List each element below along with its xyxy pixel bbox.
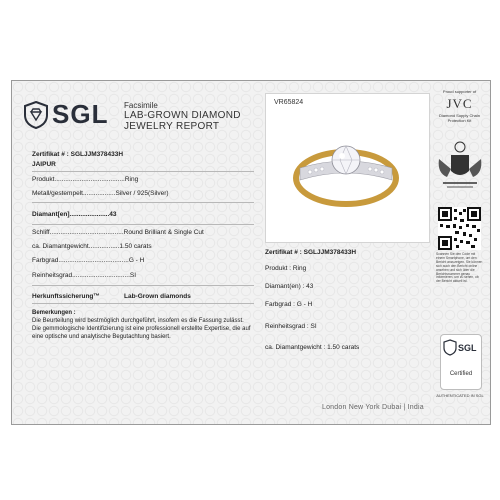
sgl-logo bbox=[24, 99, 108, 130]
detail-row-produkt bbox=[32, 176, 138, 183]
detail-label: ca. Diamantgewicht................. bbox=[32, 243, 120, 250]
coat-of-arms-icon bbox=[433, 139, 487, 199]
detail-value: SI bbox=[129, 272, 137, 279]
detail-row-reinheit bbox=[32, 272, 136, 279]
qr-instructions: Scannen Sie den Code mit einem Smartphone, um den Bericht anzuzeigen. Sie können sich auch den Bericht online ansehen und sich über die Berichtsnummer genau informieren, um zu sehen, ob der Bericht aktuell ist. bbox=[436, 252, 483, 284]
detail-row-farbgrad bbox=[32, 257, 144, 264]
remarks bbox=[32, 309, 260, 341]
divider bbox=[32, 303, 254, 304]
divider bbox=[32, 202, 254, 203]
right-reinheit: Reinheitsgrad : SI bbox=[265, 323, 317, 330]
right-cert-number: Zertifikat # : SGLJJM378433H bbox=[265, 249, 357, 256]
remarks-title: Bemerkungen : bbox=[32, 310, 76, 316]
detail-value: G - H bbox=[128, 257, 145, 264]
divider bbox=[32, 285, 254, 286]
report-title bbox=[124, 101, 241, 132]
report-title-line1: LAB-GROWN DIAMOND bbox=[124, 110, 241, 121]
divider bbox=[32, 171, 254, 172]
right-produkt: Produkt : Ring bbox=[265, 265, 307, 272]
detail-label: Reinheitsgrad................................ bbox=[32, 272, 130, 279]
right-diamant: Diamant(en) : 43 bbox=[265, 283, 314, 290]
detail-label: Produkt....................................... bbox=[32, 176, 125, 183]
remarks-paragraph-1: Die Beurteilung wird bestmöglich durchgeführt, insofern es die Fassung zulässt. bbox=[32, 318, 244, 324]
detail-label: Farbgrad....................................... bbox=[32, 257, 129, 264]
authenticated-label: AUTHENTICATED IN SGL bbox=[436, 393, 484, 398]
detail-value: 43 bbox=[109, 211, 117, 218]
supporter-label: Proud supporter of bbox=[442, 89, 477, 94]
detail-row-diamant bbox=[32, 211, 117, 218]
detail-label: Metall/gestempelt.................. bbox=[32, 190, 116, 197]
facsimile-label: Facsimile bbox=[124, 101, 158, 110]
detail-row-gewicht bbox=[32, 243, 152, 250]
certificate-card bbox=[11, 80, 491, 425]
detail-value: 1.50 carats bbox=[119, 243, 152, 250]
divider bbox=[32, 224, 254, 225]
right-farbgrad: Farbgrad : G - H bbox=[265, 301, 313, 308]
locations-footer: London New York Dubai | India bbox=[322, 404, 424, 411]
jvc-logo: JVC bbox=[446, 96, 473, 111]
detail-value: Silver / 925(Silver) bbox=[115, 190, 169, 197]
badge-certified: Certified bbox=[449, 371, 473, 377]
detail-value: Round Brilliant & Single Cut bbox=[123, 229, 204, 236]
origin-label: Herkunftssicherung™ bbox=[32, 293, 100, 300]
right-gewicht: ca. Diamantgewicht : 1.50 carats bbox=[265, 344, 360, 351]
photo-id: VR65824 bbox=[274, 99, 304, 106]
detail-label: Schliff......................................... bbox=[32, 229, 124, 236]
detail-value: Ring bbox=[124, 176, 139, 183]
ring-photo-frame bbox=[265, 93, 430, 243]
badge-wordmark: SGL bbox=[458, 343, 477, 353]
qr-code[interactable] bbox=[438, 207, 481, 250]
shield-icon bbox=[24, 101, 48, 129]
origin-value: Lab-Grown diamonds bbox=[124, 293, 191, 300]
ring-image bbox=[266, 94, 429, 242]
remarks-paragraph-2: Die gemmologische Identifizierung ist eine professionell erstellte Expertise, die auf eine optische und analytische Begutachtung basiert. bbox=[32, 326, 251, 340]
qr-code-icon bbox=[438, 207, 481, 250]
detail-row-schliff bbox=[32, 229, 204, 236]
jvc-subtitle: Diamond Supply Chain Protection Kit bbox=[439, 113, 480, 123]
logo-wordmark: SGL bbox=[52, 99, 109, 129]
sgl-certified-badge bbox=[440, 334, 482, 390]
detail-row-metall bbox=[32, 190, 169, 197]
report-title-line2: JEWELRY REPORT bbox=[124, 121, 220, 132]
city: JAIPUR bbox=[32, 161, 56, 168]
detail-label: Diamant[en]...................... bbox=[32, 211, 110, 218]
cert-number: Zertifikat # : SGLJJM378433H bbox=[32, 151, 124, 158]
jvc-block bbox=[432, 89, 487, 123]
